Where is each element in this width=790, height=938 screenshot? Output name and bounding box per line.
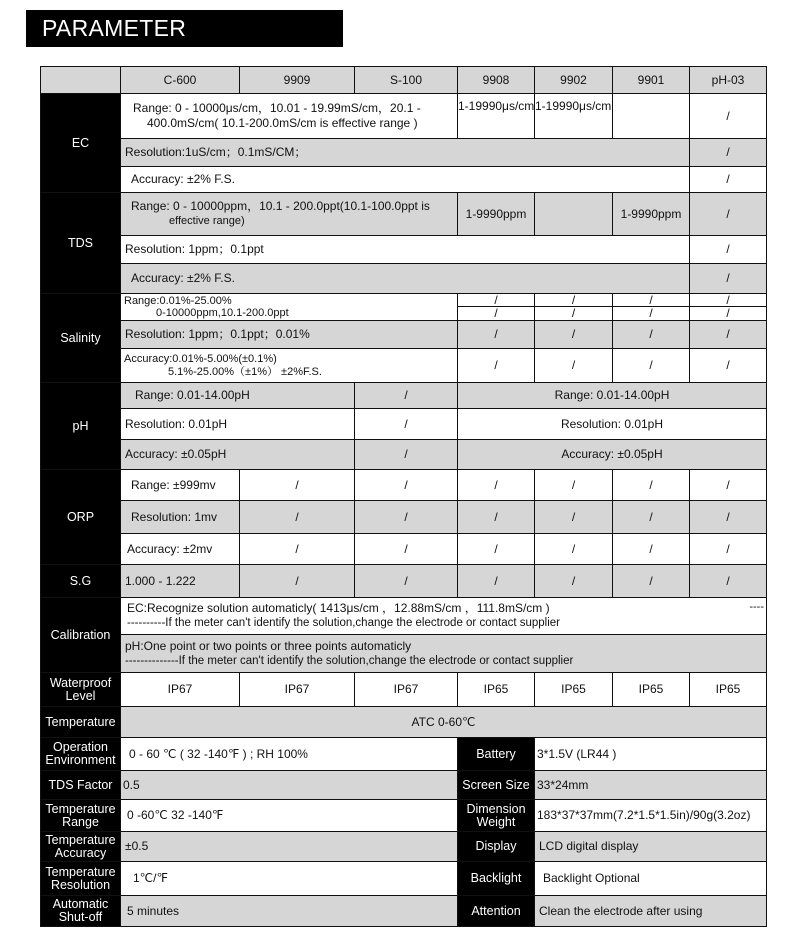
spec-value-battery: 3*1.5V (LR44 ) bbox=[535, 738, 766, 770]
orp-acc-9909: / bbox=[240, 534, 354, 564]
ph-range-right: Range: 0.01-14.00pH bbox=[458, 383, 766, 408]
orp-res-9909: / bbox=[240, 501, 354, 533]
spec-label-temperature-range: Temperature Range bbox=[41, 800, 120, 831]
calibration-ec-line1: EC:Recognize solution automaticly( 1413μs/cm ，12.88mS/cm ，111.8mS/cm ) bbox=[127, 601, 550, 615]
sg-ph03: / bbox=[690, 565, 766, 597]
spec-label-tds-factor: TDS Factor bbox=[41, 771, 120, 799]
salinity-range-9908-a: / bbox=[458, 294, 534, 306]
spec-value-tds-factor: 0.5 bbox=[121, 771, 457, 799]
tds-accuracy-ph03: / bbox=[690, 264, 766, 293]
orp-range-ph03: / bbox=[690, 470, 766, 500]
tds-range-9901: 1-9990ppm bbox=[613, 193, 689, 235]
ec-accuracy-ph03: / bbox=[690, 167, 766, 192]
ph-accuracy-s100: / bbox=[355, 440, 457, 469]
ec-range-9901 bbox=[613, 94, 689, 138]
ec-accuracy: Accuracy: ±2% F.S. bbox=[121, 167, 689, 192]
waterproof-s100: IP67 bbox=[355, 673, 457, 706]
sg-value: 1.000 - 1.222 bbox=[121, 565, 239, 597]
tds-range-ph03: / bbox=[690, 193, 766, 235]
group-label-temperature: Temperature bbox=[41, 707, 120, 737]
spec-value-temperature-accuracy: ±0.5 bbox=[121, 832, 457, 861]
sg-s100: / bbox=[355, 565, 457, 597]
sg-9909: / bbox=[240, 565, 354, 597]
calibration-ph-line1: pH:One point or two points or three points automaticly bbox=[125, 638, 412, 653]
ph-range-s100: / bbox=[355, 383, 457, 408]
ec-range-9902: 1-19990μs/cm bbox=[535, 94, 612, 138]
ec-range-line1: Range: 0 - 10000μs/cm，10.01 - 19.99mS/cm，20.1 - bbox=[133, 101, 421, 115]
group-label-waterproof: Waterproof Level bbox=[41, 673, 120, 706]
salinity-range-9902-b: / bbox=[535, 307, 612, 320]
salinity-accuracy-line1: Accuracy:0.01%-5.00%(±0.1%) bbox=[124, 352, 277, 365]
calibration-ec bbox=[121, 598, 766, 634]
ph-accuracy: Accuracy: ±0.05pH bbox=[121, 440, 354, 469]
orp-range-9902: / bbox=[535, 470, 612, 500]
orp-range: Range: ±999mv bbox=[121, 470, 239, 500]
orp-acc-9902: / bbox=[535, 534, 612, 564]
orp-range-s100: / bbox=[355, 470, 457, 500]
group-label-ph: pH bbox=[41, 383, 120, 469]
sg-9908: / bbox=[458, 565, 534, 597]
calibration-ph bbox=[121, 635, 766, 672]
ec-range bbox=[121, 94, 457, 138]
sg-9901: / bbox=[613, 565, 689, 597]
tds-range-line2: effective range) bbox=[169, 215, 245, 227]
header-9908: 9908 bbox=[458, 67, 534, 93]
salinity-res-9901: / bbox=[613, 321, 689, 348]
header-s100: S-100 bbox=[355, 67, 457, 93]
spec-value-automatic-shutoff: 5 minutes bbox=[121, 896, 457, 926]
salinity-range bbox=[121, 294, 457, 320]
spec-label-dimension-weight: Dimension Weight bbox=[458, 800, 534, 831]
orp-range-9908: / bbox=[458, 470, 534, 500]
orp-res-s100: / bbox=[355, 501, 457, 533]
salinity-range-line1: Range:0.01%-25.00% bbox=[124, 295, 232, 307]
ph-accuracy-right: Accuracy: ±0.05pH bbox=[458, 440, 766, 469]
waterproof-ph03: IP65 bbox=[690, 673, 766, 706]
orp-acc-ph03: / bbox=[690, 534, 766, 564]
waterproof-9909: IP67 bbox=[240, 673, 354, 706]
ec-resolution: Resolution:1uS/cm；0.1mS/CM； bbox=[121, 139, 689, 166]
temperature-value: ATC 0-60℃ bbox=[121, 707, 766, 737]
orp-range-9901: / bbox=[613, 470, 689, 500]
spec-label-operation-environment: Operation Environment bbox=[41, 738, 120, 770]
header-c600: C-600 bbox=[121, 67, 239, 93]
ec-range-ph03: / bbox=[690, 94, 766, 138]
salinity-range-9901-a: / bbox=[613, 294, 689, 306]
waterproof-c600: IP67 bbox=[121, 673, 239, 706]
waterproof-9901: IP65 bbox=[613, 673, 689, 706]
waterproof-9908: IP65 bbox=[458, 673, 534, 706]
orp-res-9901: / bbox=[613, 501, 689, 533]
spec-label-temperature-resolution: Temperature Resolution bbox=[41, 862, 120, 895]
page-title: PARAMETER bbox=[26, 10, 343, 47]
waterproof-9902: IP65 bbox=[535, 673, 612, 706]
group-label-ec: EC bbox=[41, 94, 120, 192]
ph-range: Range: 0.01-14.00pH bbox=[121, 383, 354, 408]
calibration-ph-line2: --------------If the meter can't identify the solution,change the electrode or contact supplier bbox=[125, 654, 574, 667]
orp-accuracy: Accuracy: ±2mv bbox=[121, 534, 239, 564]
ec-resolution-ph03: / bbox=[690, 139, 766, 166]
orp-res-9908: / bbox=[458, 501, 534, 533]
orp-res-ph03: / bbox=[690, 501, 766, 533]
salinity-range-9908-b: / bbox=[458, 307, 534, 320]
spec-value-operation-environment: 0 - 60 ℃ ( 32 -140℉ ) ; RH 100% bbox=[121, 738, 457, 770]
ec-range-9908: 1-19990μs/cm bbox=[458, 94, 534, 138]
spec-label-temperature-accuracy: Temperature Accuracy bbox=[41, 832, 120, 861]
salinity-acc-ph03: / bbox=[690, 349, 766, 382]
tds-range bbox=[121, 193, 457, 235]
orp-acc-9908: / bbox=[458, 534, 534, 564]
spec-value-attention: Clean the electrode after using bbox=[535, 896, 766, 926]
salinity-range-9902-a: / bbox=[535, 294, 612, 306]
salinity-range-ph03-a: / bbox=[690, 294, 766, 306]
salinity-resolution: Resolution: 1ppm；0.1ppt；0.01% bbox=[121, 321, 457, 348]
ph-resolution: Resolution: 0.01pH bbox=[121, 409, 354, 439]
parameter-table bbox=[40, 66, 767, 927]
salinity-accuracy bbox=[121, 349, 457, 382]
spec-value-screen-size: 33*24mm bbox=[535, 771, 766, 799]
salinity-acc-9908: / bbox=[458, 349, 534, 382]
salinity-acc-9901: / bbox=[613, 349, 689, 382]
tds-resolution: Resolution: 1ppm；0.1ppt bbox=[121, 236, 689, 263]
spec-label-screen-size: Screen Size bbox=[458, 771, 534, 799]
orp-acc-s100: / bbox=[355, 534, 457, 564]
salinity-range-ph03-b: / bbox=[690, 307, 766, 320]
group-label-tds: TDS bbox=[41, 193, 120, 293]
salinity-res-9902: / bbox=[535, 321, 612, 348]
spec-value-dimension-weight: 183*37*37mm(7.2*1.5*1.5in)/90g(3.2oz) bbox=[535, 800, 766, 831]
group-label-orp: ORP bbox=[41, 470, 120, 564]
header-9909: 9909 bbox=[240, 67, 354, 93]
group-label-calibration: Calibration bbox=[41, 598, 120, 672]
header-9902: 9902 bbox=[535, 67, 612, 93]
spec-label-display: Display bbox=[458, 832, 534, 861]
ph-resolution-s100: / bbox=[355, 409, 457, 439]
tds-range-9902 bbox=[535, 193, 612, 235]
tds-range-line1: Range: 0 - 10000ppm，10.1 - 200.0ppt(10.1-100.0ppt is bbox=[131, 199, 430, 213]
tds-range-9908: 1-9990ppm bbox=[458, 193, 534, 235]
header-9901: 9901 bbox=[613, 67, 689, 93]
calibration-ec-line2: ----------If the meter can't identify the solution,change the electrode or contact supplier bbox=[127, 617, 561, 629]
spec-value-backlight: Backlight Optional bbox=[535, 862, 766, 895]
corner-cell bbox=[41, 67, 120, 93]
salinity-res-9908: / bbox=[458, 321, 534, 348]
ec-range-line2: 400.0mS/cm( 10.1-200.0mS/cm is effective range ) bbox=[147, 116, 418, 130]
group-label-salinity: Salinity bbox=[41, 294, 120, 382]
spec-label-battery: Battery bbox=[458, 738, 534, 770]
salinity-acc-9902: / bbox=[535, 349, 612, 382]
spec-label-backlight: Backlight bbox=[458, 862, 534, 895]
tds-accuracy: Accuracy: ±2% F.S. bbox=[121, 264, 689, 293]
calibration-dashes: ---- bbox=[740, 600, 764, 614]
salinity-accuracy-line2: 5.1%-25.00%（±1%） ±2%F.S. bbox=[168, 365, 322, 378]
orp-acc-9901: / bbox=[613, 534, 689, 564]
salinity-range-9901-b: / bbox=[613, 307, 689, 320]
orp-range-9909: / bbox=[240, 470, 354, 500]
spec-value-temperature-range: 0 -60℃ 32 -140℉ bbox=[121, 800, 457, 831]
salinity-range-line2: 0-10000ppm,10.1-200.0ppt bbox=[156, 307, 289, 319]
spec-label-attention: Attention bbox=[458, 896, 534, 926]
tds-resolution-ph03: / bbox=[690, 236, 766, 263]
orp-resolution: Resolution: 1mv bbox=[121, 501, 239, 533]
spec-label-automatic-shutoff: Automatic Shut-off bbox=[41, 896, 120, 926]
orp-res-9902: / bbox=[535, 501, 612, 533]
sg-9902: / bbox=[535, 565, 612, 597]
group-label-sg: S.G bbox=[41, 565, 120, 597]
ph-resolution-right: Resolution: 0.01pH bbox=[458, 409, 766, 439]
salinity-res-ph03: / bbox=[690, 321, 766, 348]
spec-value-temperature-resolution: 1℃/℉ bbox=[121, 862, 457, 895]
header-ph03: pH-03 bbox=[690, 67, 766, 93]
spec-value-display: LCD digital display bbox=[535, 832, 766, 861]
